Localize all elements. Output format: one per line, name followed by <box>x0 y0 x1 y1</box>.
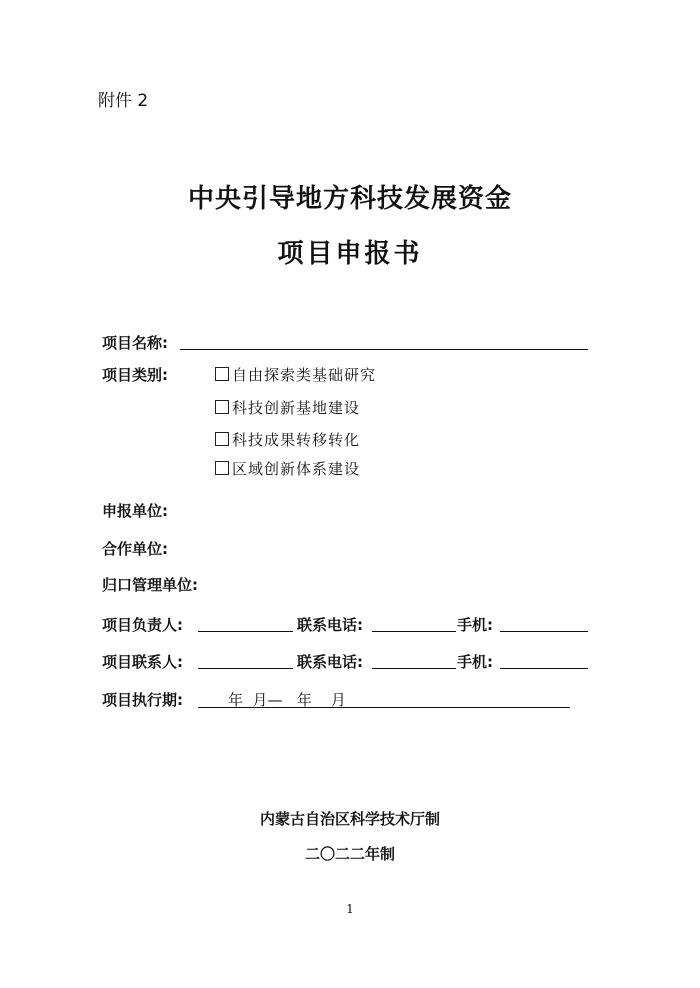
execution-period-value: 年 月— 年 月 <box>228 691 346 709</box>
execution-period-field[interactable] <box>198 707 570 708</box>
project-name-field[interactable] <box>180 349 588 350</box>
leader-phone-field[interactable] <box>372 631 456 632</box>
contact-phone-label: 联系电话: <box>297 653 363 671</box>
checkbox-icon[interactable] <box>215 432 229 446</box>
applicant-unit-label: 申报单位: <box>102 502 168 520</box>
contact-mobile-label: 手机: <box>457 653 493 671</box>
checkbox-icon[interactable] <box>215 367 229 381</box>
contact-phone-field[interactable] <box>372 668 456 669</box>
category-option-regional-innovation[interactable] <box>215 458 360 479</box>
attachment-label: 附件 2 <box>98 91 149 111</box>
page-number: 1 <box>346 902 354 916</box>
project-leader-field[interactable] <box>198 631 293 632</box>
leader-mobile-label: 手机: <box>457 616 493 634</box>
category-option-label: 科技创新基地建设 <box>232 399 361 417</box>
execution-period-label: 项目执行期: <box>102 691 183 709</box>
contact-person-field[interactable] <box>198 668 293 669</box>
checkbox-icon[interactable] <box>215 400 229 414</box>
competent-unit-label: 归口管理单位: <box>102 576 198 594</box>
document-subtitle: 项目申报书 <box>277 239 423 269</box>
category-option-basic-research[interactable] <box>215 364 376 385</box>
category-option-tech-transfer[interactable] <box>215 429 360 450</box>
checkbox-icon[interactable] <box>215 461 229 475</box>
contact-person-label: 项目联系人: <box>102 653 183 671</box>
category-option-innovation-base[interactable] <box>215 397 360 418</box>
category-option-label: 科技成果转移转化 <box>232 431 361 449</box>
leader-phone-label: 联系电话: <box>297 616 363 634</box>
category-option-label: 自由探索类基础研究 <box>232 366 377 384</box>
issuer-line: 内蒙古自治区科学技术厅制 <box>259 810 440 828</box>
leader-mobile-field[interactable] <box>500 631 588 632</box>
category-option-label: 区域创新体系建设 <box>232 460 361 478</box>
project-leader-label: 项目负责人: <box>102 616 183 634</box>
project-category-label: 项目类别: <box>102 366 168 384</box>
project-name-label: 项目名称: <box>102 334 168 352</box>
partner-unit-label: 合作单位: <box>102 540 168 558</box>
issue-year: 二〇二二年制 <box>304 845 395 863</box>
document-title: 中央引导地方科技发展资金 <box>187 184 512 214</box>
contact-mobile-field[interactable] <box>500 668 588 669</box>
